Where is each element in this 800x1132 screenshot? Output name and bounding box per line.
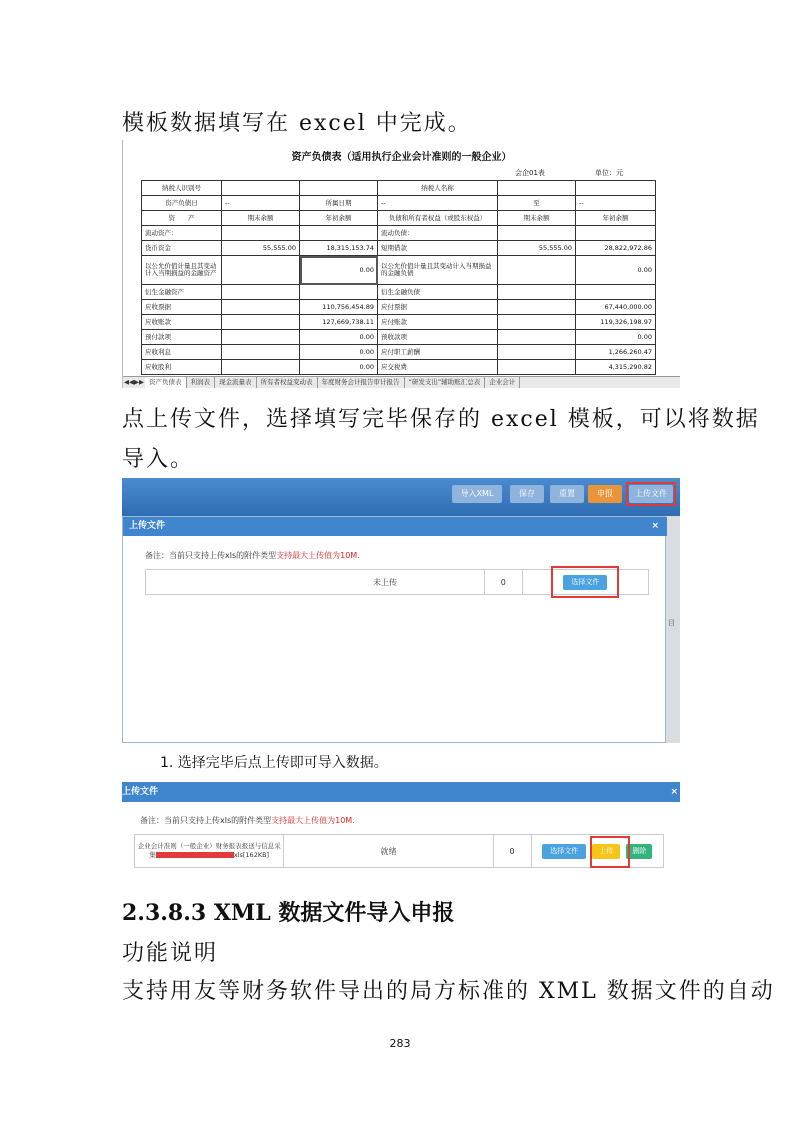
sheet-cell[interactable]: 至 (498, 196, 576, 211)
sheet-cell[interactable]: 期末余额 (498, 211, 576, 226)
sheet-cell[interactable] (222, 360, 300, 375)
function-description-label: 功能说明 (122, 941, 219, 966)
sheet-cell[interactable]: 28,822,972.86 (576, 241, 656, 256)
sheet-row (142, 330, 656, 345)
file-status: 就绪 (284, 835, 493, 867)
sheet-cell[interactable] (300, 226, 378, 241)
sheet-cell[interactable] (222, 330, 300, 345)
sheet-cell[interactable]: 期末余额 (222, 211, 300, 226)
sheet-cell[interactable] (222, 300, 300, 315)
sheet-cell[interactable]: 预收款项 (378, 330, 498, 345)
sheet-cell[interactable]: 18,315,153.74 (300, 241, 378, 256)
sheet-cell[interactable] (498, 345, 576, 360)
file-status: 未上传 (146, 570, 485, 594)
form-code: 会企01表 (515, 169, 545, 177)
highlight-box (590, 836, 630, 868)
sheet-cell[interactable]: 110,756,454.89 (300, 300, 378, 315)
file-count: 0 (494, 835, 532, 867)
sheet-row (142, 211, 656, 226)
sheet-cell[interactable] (498, 181, 576, 196)
sheet-nav-arrows-icon[interactable]: ◀◀▶▶ (124, 378, 144, 386)
sheet-cell[interactable]: 0.00 (300, 345, 378, 360)
sheet-cell[interactable] (222, 226, 300, 241)
excel-screenshot (122, 140, 680, 388)
dialog-header (122, 782, 680, 802)
sheet-cell[interactable]: 应收利息 (142, 345, 222, 360)
upload-note (140, 815, 355, 826)
sheet-cell[interactable]: 应付账款 (378, 315, 498, 330)
sheet-tab[interactable]: “研发支出”辅助账汇总表 (405, 377, 486, 388)
sheet-cell[interactable] (300, 181, 378, 196)
sheet-cell[interactable]: 衍生金融资产 (142, 285, 222, 300)
close-icon[interactable]: × (651, 521, 659, 531)
sheet-cell[interactable] (498, 330, 576, 345)
sheet-cell[interactable]: -- (222, 196, 300, 211)
sheet-cell[interactable]: 0.00 (300, 360, 378, 375)
file-row (134, 834, 664, 868)
paragraph-excel-template: 模板数据填写在 excel 中完成。 (122, 111, 472, 136)
note-prefix: 备注：当前只支持上传xls的附件类型 (140, 816, 272, 825)
sheet-cell[interactable] (222, 256, 300, 285)
choose-file-button[interactable]: 选择文件 (542, 844, 586, 859)
upload-note (145, 550, 360, 561)
sheet-cell[interactable]: 4,315,290.82 (576, 360, 656, 375)
upload-dialog-screenshot (122, 478, 680, 743)
upload-dialog-ready-screenshot (122, 782, 680, 874)
sheet-cell[interactable]: 0.00 (576, 330, 656, 345)
sheet-cell[interactable]: 应付票据 (378, 300, 498, 315)
file-name-cell (135, 835, 284, 867)
sheet-cell[interactable] (498, 226, 576, 241)
sheet-cell[interactable]: 67,440,000.00 (576, 300, 656, 315)
sheet-cell[interactable] (222, 285, 300, 300)
sheet-cell[interactable]: 衍生金融负债 (378, 285, 498, 300)
sheet-cell[interactable]: 55,555.00 (498, 241, 576, 256)
sheet-cell[interactable]: 负债和所有者权益（或股东权益） (378, 211, 498, 226)
sheet-cell[interactable]: 应收股利 (142, 360, 222, 375)
declare-button[interactable]: 申报 (588, 485, 622, 503)
sheet-cell[interactable]: 流动资产： (142, 226, 222, 241)
sheet-cell[interactable] (498, 315, 576, 330)
sheet-row (142, 300, 656, 315)
sheet-cell[interactable]: 所属日期 (300, 196, 378, 211)
sheet-cell[interactable]: 119,326,198.97 (576, 315, 656, 330)
sheet-cell[interactable] (498, 360, 576, 375)
reset-button[interactable]: 重置 (550, 485, 584, 503)
file-count: 0 (485, 570, 523, 594)
sheet-cell[interactable]: 以公允价值计量且其变动计入当期损益的金融资产 (142, 256, 222, 285)
sheet-cell[interactable] (576, 226, 656, 241)
file-name-line1: 企业会计准则（一般企业）财务报表报送与信息采 (137, 842, 281, 850)
sheet-cell[interactable] (498, 285, 576, 300)
sheet-cell[interactable]: 55,555.00 (222, 241, 300, 256)
sheet-row (142, 226, 656, 241)
note-prefix: 备注：当前只支持上传xls的附件类型 (145, 551, 277, 560)
sheet-cell[interactable]: 1,266,260.47 (576, 345, 656, 360)
sheet-cell[interactable]: 应收账款 (142, 315, 222, 330)
sheet-cell[interactable]: 0.00 (576, 256, 656, 285)
sheet-cell[interactable]: 应付职工薪酬 (378, 345, 498, 360)
paragraph-upload-instruction-line2: 导入。 (122, 447, 195, 472)
sheet-cell[interactable]: 资 产 (142, 211, 222, 226)
step-1-text: 1. 选择完毕后点上传即可导入数据。 (160, 755, 388, 771)
sheet-cell[interactable] (222, 315, 300, 330)
dialog-title: 上传文件 (122, 787, 159, 797)
section-heading: 2.3.8.3 XML 数据文件导入申报 (122, 900, 455, 926)
sheet-row (142, 181, 656, 196)
file-name-line2: 集 xls[162KB] (149, 851, 270, 859)
upload-button[interactable]: 上传 (592, 844, 620, 859)
sheet-cell[interactable]: 纳税人识别号 (142, 181, 222, 196)
sheet-row (142, 256, 656, 285)
sheet-row (142, 241, 656, 256)
sheet-cell[interactable] (498, 256, 576, 285)
sheet-row (142, 285, 656, 300)
sheet-tab[interactable]: 年度财务会计报告审计报告 (318, 377, 405, 388)
dialog-header (123, 517, 667, 536)
sheet-cell[interactable] (498, 300, 576, 315)
sheet-tab[interactable]: 现金流量表 (215, 377, 257, 388)
dialog-title: 上传文件 (129, 521, 166, 531)
sheet-cell[interactable]: 应收票据 (142, 300, 222, 315)
sheet-cell[interactable]: 0.00 (300, 256, 378, 285)
note-size-limit: 支持最大上传值为10M. (276, 551, 360, 560)
sheet-cell[interactable]: 短期借款 (378, 241, 498, 256)
side-fragment: 目 (668, 619, 675, 627)
paragraph-xml-support: 支持用友等财务软件导出的局方标准的 XML 数据文件的自动 (122, 979, 775, 1004)
sheet-cell[interactable]: 流动负债： (378, 226, 498, 241)
sheet-cell[interactable]: 货币资金 (142, 241, 222, 256)
import-xml-button[interactable]: 导入XML (452, 485, 502, 503)
sheet-cell[interactable]: 纳税人名称 (378, 181, 498, 196)
sheet-cell[interactable]: -- (576, 196, 656, 211)
upload-file-toolbar-button[interactable]: 上传文件 (629, 485, 673, 503)
sheet-row (142, 196, 656, 211)
page-number: 283 (389, 1037, 411, 1050)
sheet-cell[interactable]: 年初余额 (300, 211, 378, 226)
unit-label: 单位：元 (595, 169, 623, 177)
sheet-cell[interactable] (300, 285, 378, 300)
sheet-row (142, 345, 656, 360)
sheet-row (142, 315, 656, 330)
sheet-tab[interactable]: 利润表 (187, 377, 216, 388)
sheet-cell[interactable]: 应交税费 (378, 360, 498, 375)
paragraph-upload-instruction-line1: 点上传文件，选择填写完毕保存的 excel 模板，可以将数据 (122, 407, 760, 432)
sheet-cell[interactable] (222, 345, 300, 360)
sheet-cell[interactable]: 127,669,738.11 (300, 315, 378, 330)
save-button[interactable]: 保存 (510, 485, 544, 503)
sheet-cell[interactable] (222, 181, 300, 196)
sheet-cell[interactable]: 以公允价值计量且其变动计入当期损益的金融负债 (378, 256, 498, 285)
sheet-cell[interactable]: -- (378, 196, 498, 211)
sheet-cell[interactable] (576, 181, 656, 196)
sheet-cell[interactable] (576, 285, 656, 300)
sheet-tab[interactable]: 所有者权益变动表 (257, 377, 318, 388)
highlight-box (626, 482, 676, 506)
sheet-tab[interactable]: 企业会计 (485, 377, 520, 388)
choose-file-button[interactable]: 选择文件 (563, 575, 607, 590)
top-toolbar (122, 478, 680, 516)
balance-sheet-title: 资产负债表（适用执行企业会计准则的一般企业） (291, 152, 512, 163)
highlight-box (551, 566, 619, 598)
balance-sheet-grid (141, 180, 656, 375)
sheet-cell[interactable]: 资产负债日 (142, 196, 222, 211)
sheet-tab-bar (123, 376, 680, 388)
close-icon[interactable]: × (670, 787, 678, 797)
redacted-mark (156, 852, 234, 858)
sheet-cell[interactable]: 预付款项 (142, 330, 222, 345)
sheet-tab[interactable]: 资产负债表 (145, 377, 187, 388)
sheet-cell[interactable]: 年初余额 (576, 211, 656, 226)
note-size-limit: 支持最大上传值为10M. (271, 816, 355, 825)
sheet-cell[interactable]: 0.00 (300, 330, 378, 345)
upload-dialog (122, 516, 666, 743)
sheet-row (142, 360, 656, 375)
delete-button[interactable]: 删除 (626, 844, 652, 859)
